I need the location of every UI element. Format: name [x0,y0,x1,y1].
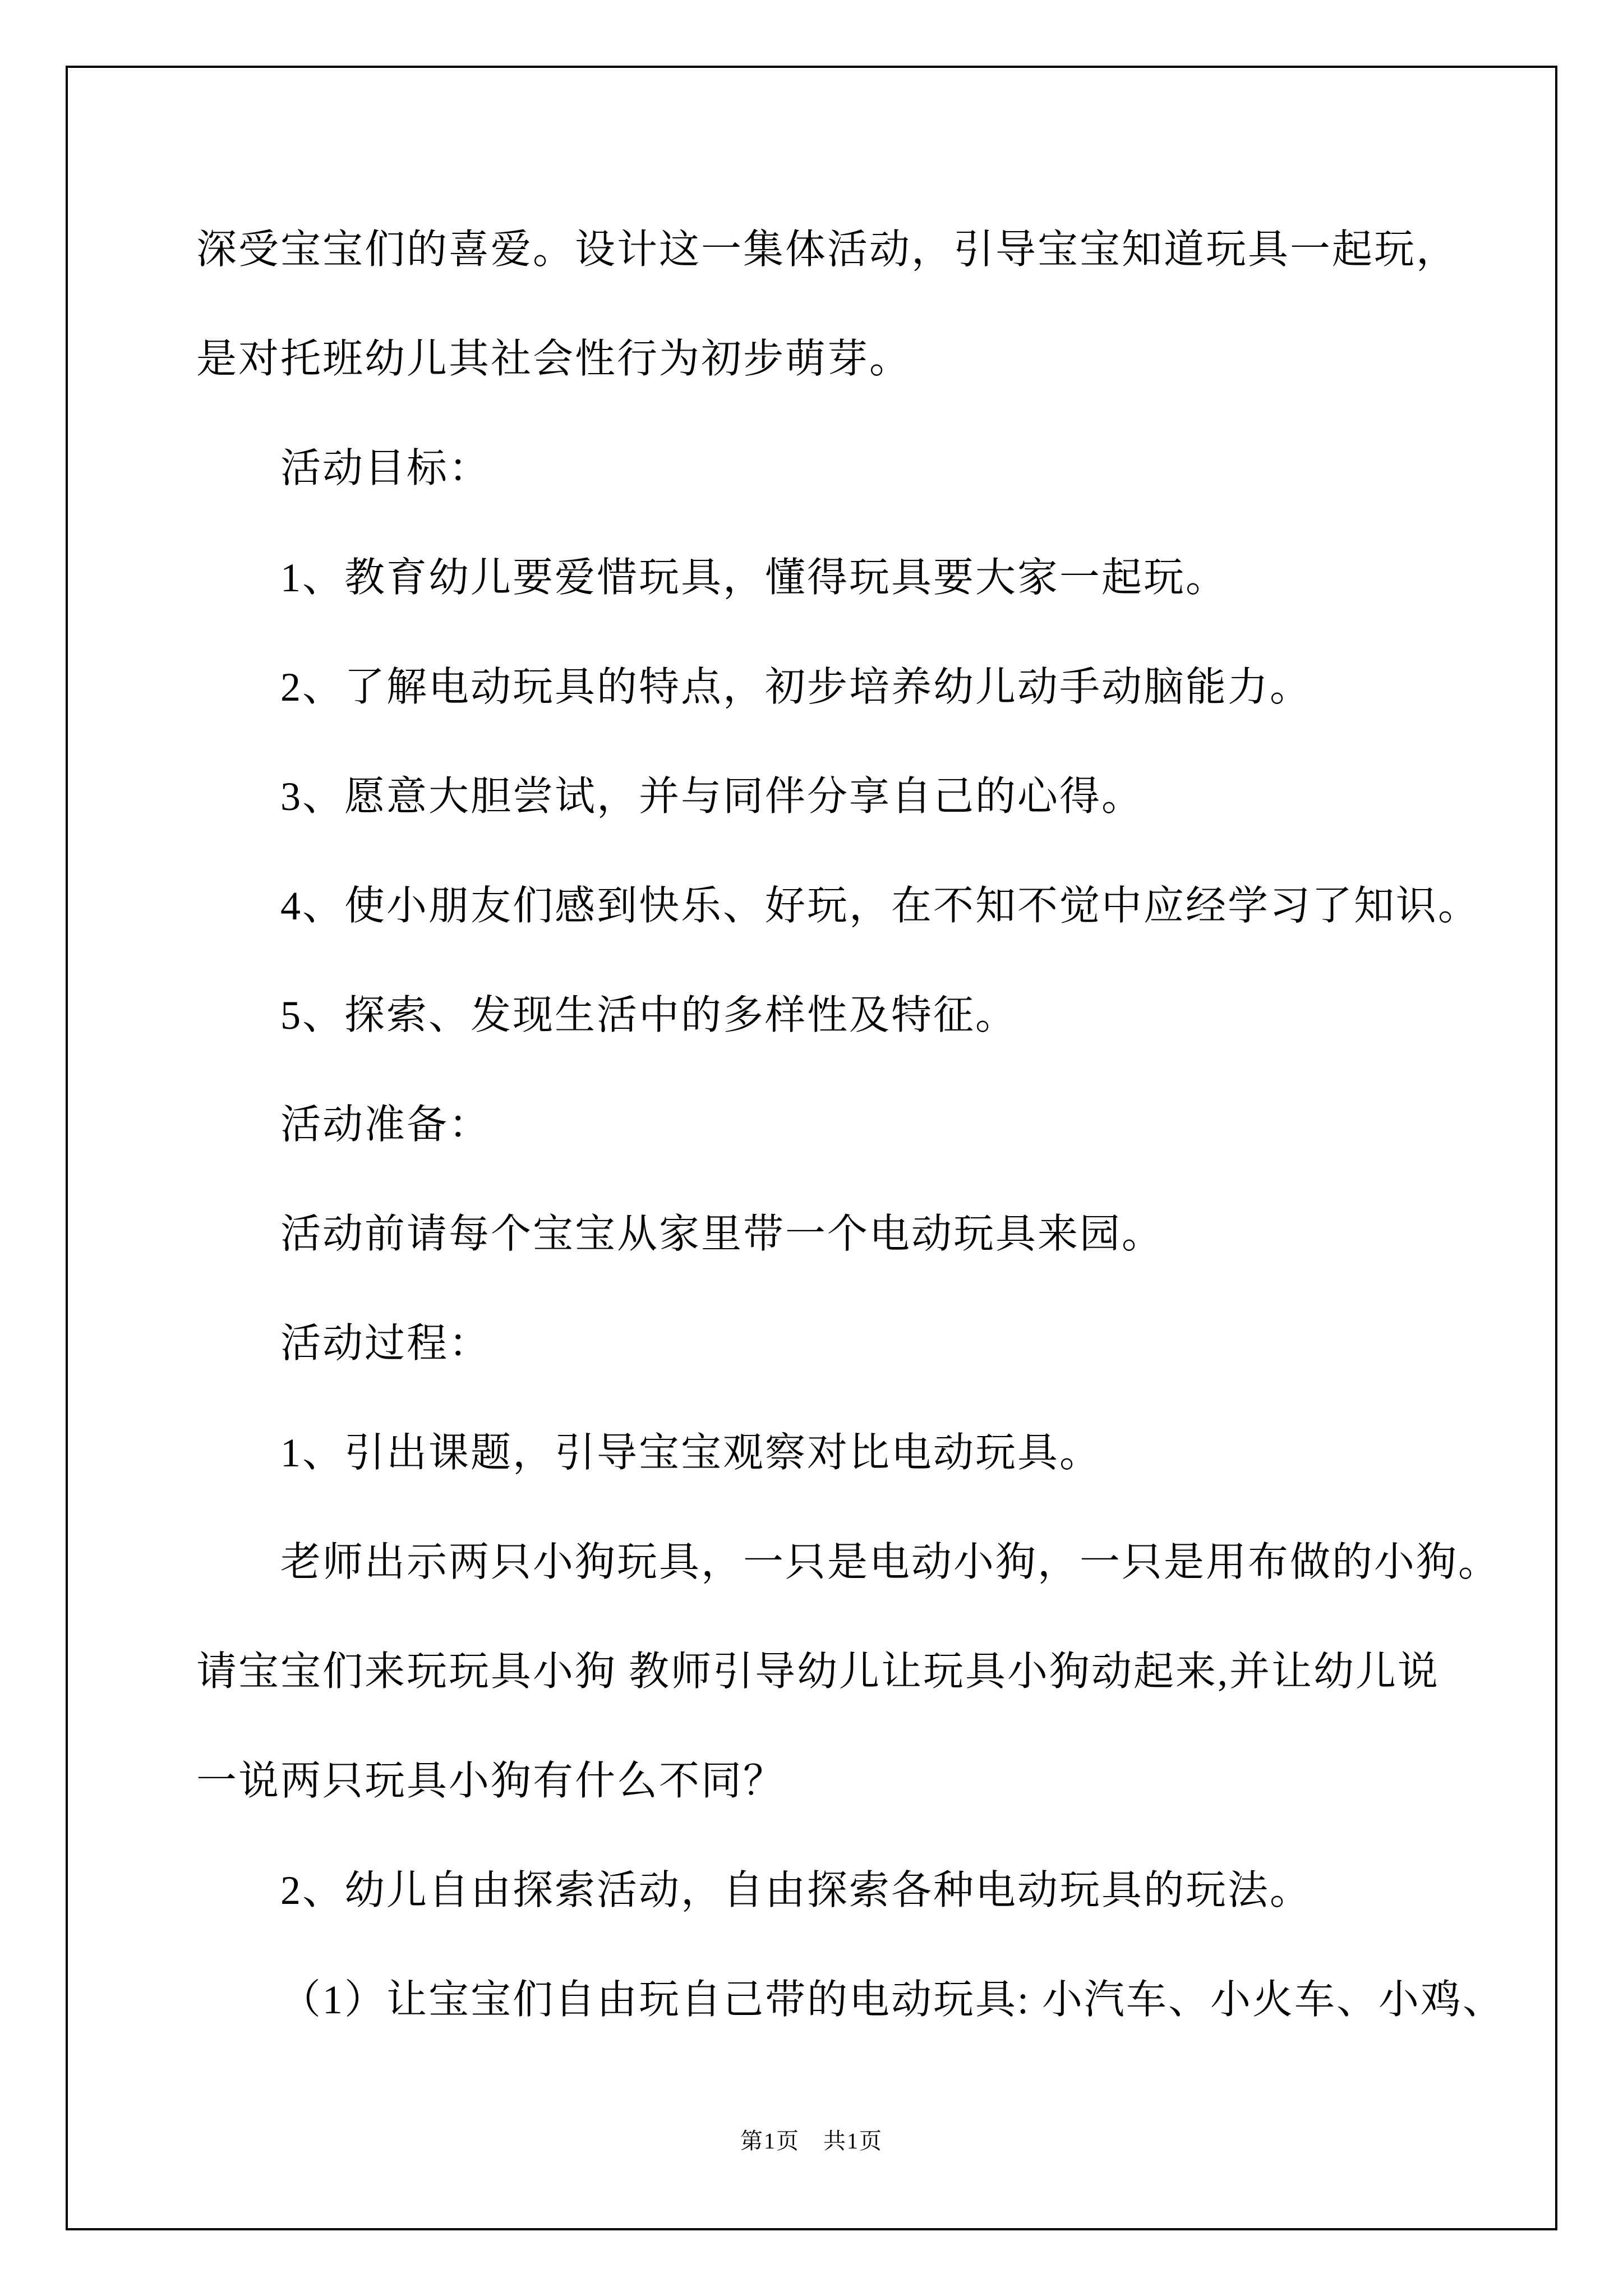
footer-page-number: 第1页 [740,2128,800,2154]
document-body [196,195,1505,2055]
text-line: 深受宝宝们的喜爱。设计这一集体活动，引导宝宝知道玩具一起玩， [196,227,1459,272]
text-line: 1、教育幼儿要爱惜玩具，懂得玩具要大家一起玩。 [280,555,1228,600]
page-footer [0,2128,1623,2155]
text-line: 一说两只玩具小狗有什么不同？ [196,1759,786,1803]
text-line: （1）让宝宝们自由玩自己带的电动玩具: 小汽车、小火车、小鸡、 [280,1977,1505,2022]
text-line: 5、探索、发现生活中的多样性及特征。 [280,993,1018,1038]
text-line: 是对托班幼儿其社会性行为初步萌芽。 [196,337,912,381]
text-line: 1、引出课题，引导宝宝观察对比电动玩具。 [280,1430,1102,1475]
text-line: 4、使小朋友们感到快乐、好玩，在不知不觉中应经学习了知识。 [280,884,1481,928]
text-line: 请宝宝们来玩玩具小狗 教师引导幼儿让玩具小狗动起来,并让幼儿说 [196,1649,1440,1694]
text-line: 活动过程： [280,1321,491,1366]
text-line: 2、了解电动玩具的特点，初步培养幼儿动手动脑能力。 [280,665,1312,710]
footer-page-total: 共1页 [823,2128,883,2154]
text-line: 3、愿意大胆尝试，并与同伴分享自己的心得。 [280,774,1144,819]
text-line: 老师出示两只小狗玩具，一只是电动小狗，一只是用布做的小狗。 [280,1540,1501,1585]
text-line: 活动准备： [280,1102,491,1147]
text-line: 活动前请每个宝宝从家里带一个电动玩具来园。 [280,1212,1164,1257]
text-line: 活动目标： [280,446,491,491]
text-line: 2、幼儿自由探索活动，自由探索各种电动玩具的玩法。 [280,1868,1312,1913]
